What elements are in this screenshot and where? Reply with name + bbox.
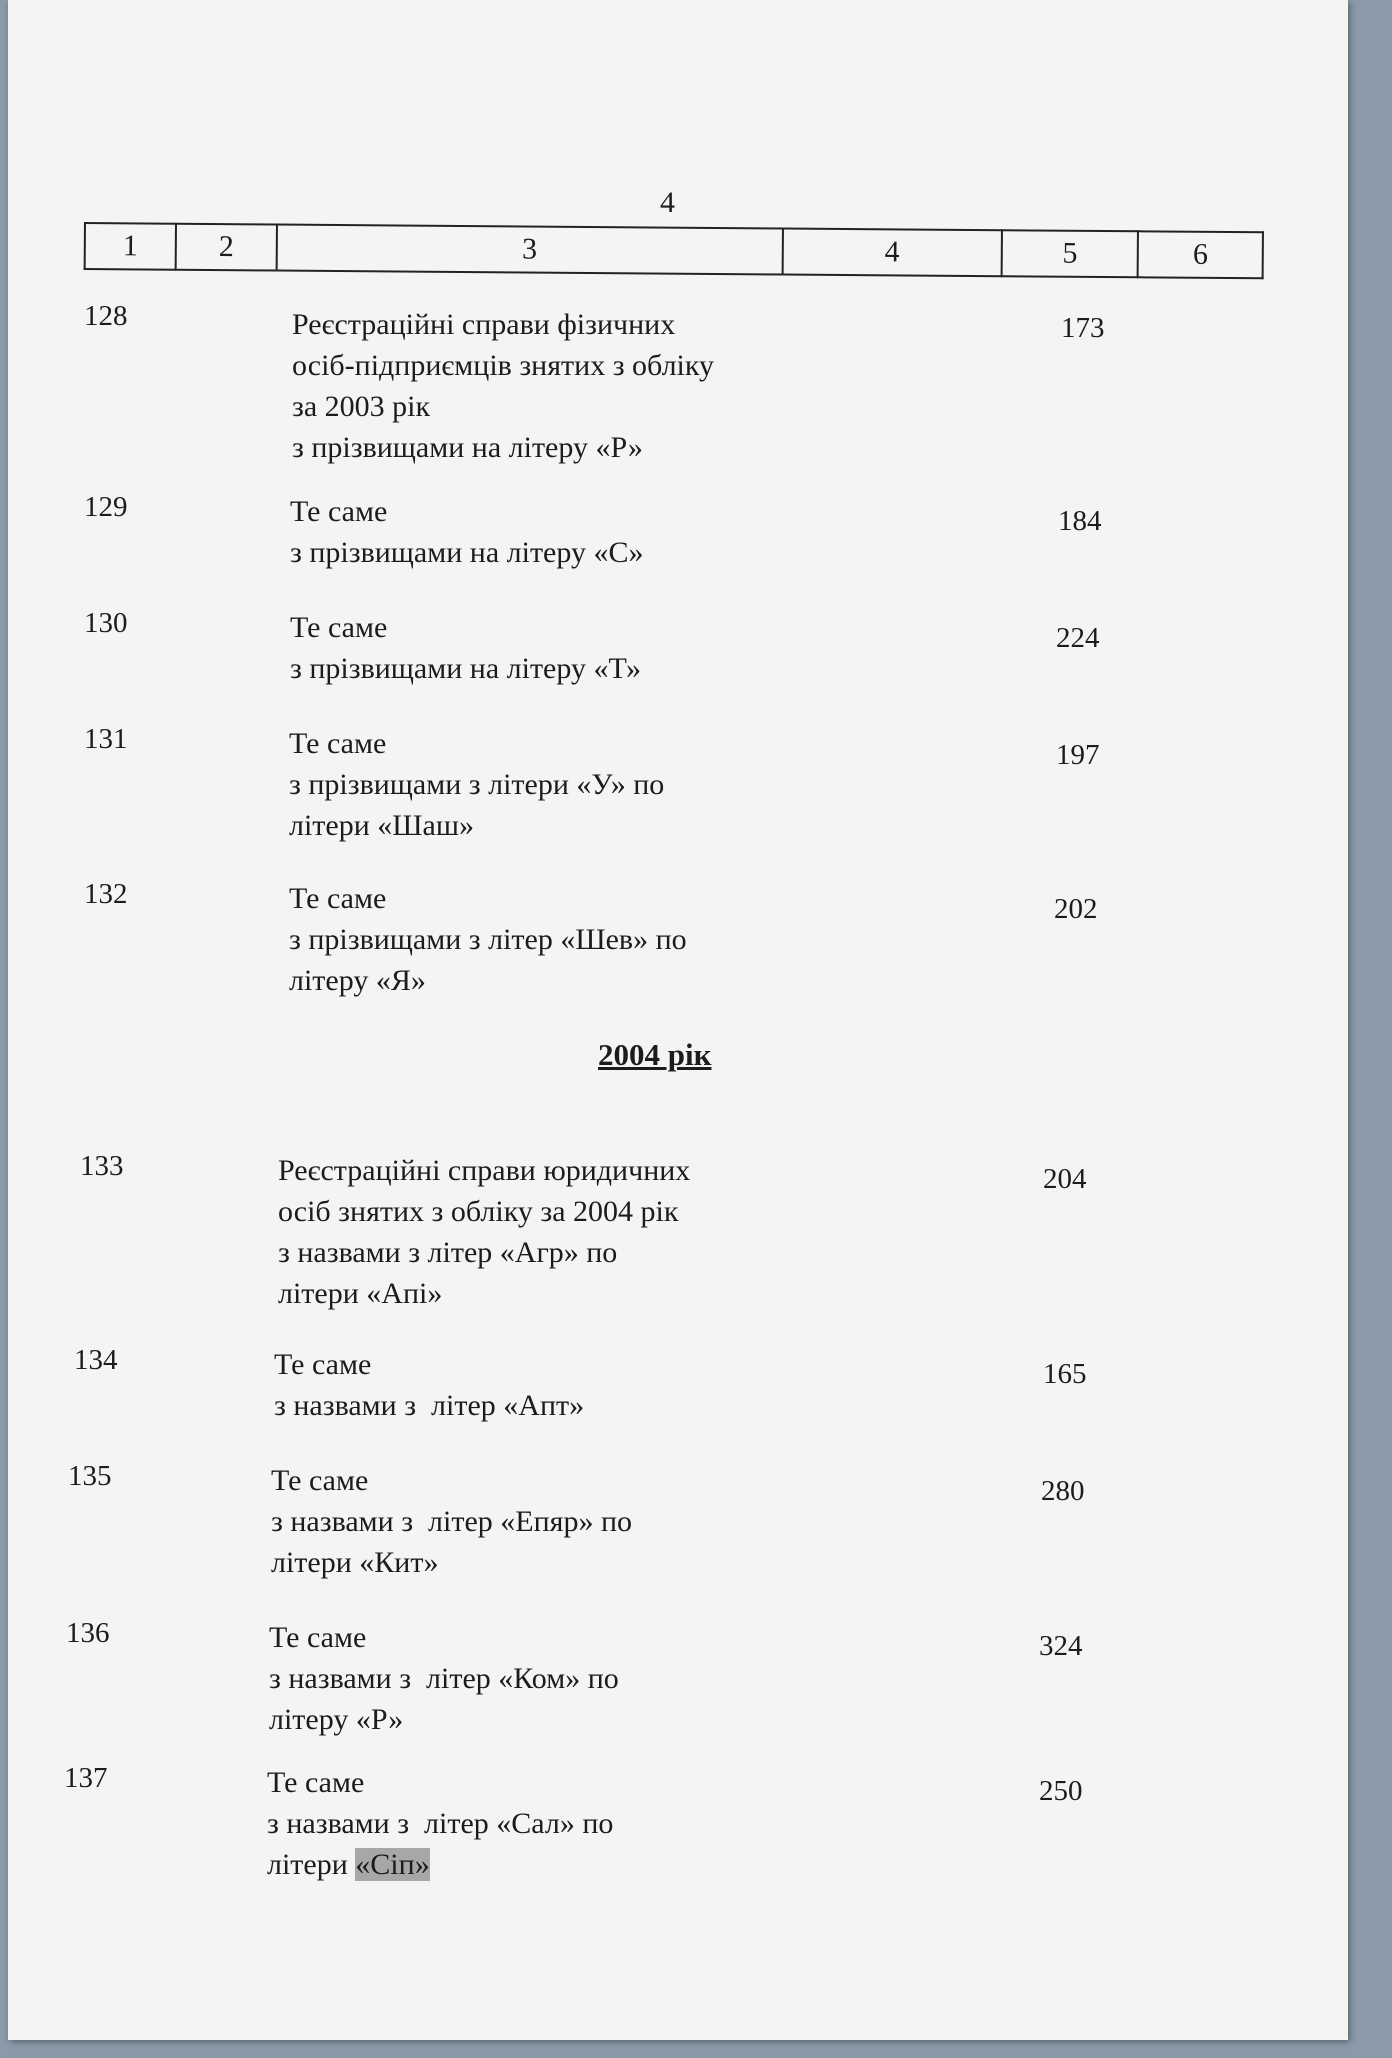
description-line: Те саме xyxy=(267,1766,365,1799)
description-line: з прізвищами на літеру «Т» xyxy=(290,652,642,685)
entry-description xyxy=(290,607,641,689)
entry-sheet-count: 250 xyxy=(1039,1775,1083,1807)
entry-sheet-count: 184 xyxy=(1058,505,1102,537)
column-header-3: 3 xyxy=(277,225,783,275)
entry-number: 128 xyxy=(84,300,128,332)
entry-number: 134 xyxy=(74,1344,118,1376)
entry-sheet-count: 324 xyxy=(1039,1630,1083,1662)
description-line: літери «Кит» xyxy=(271,1546,439,1579)
column-header-4: 4 xyxy=(782,228,1002,276)
column-header-1: 1 xyxy=(85,223,176,270)
description-line: осіб знятих з обліку за 2004 рік xyxy=(278,1195,679,1228)
description-line: Те саме xyxy=(269,1621,367,1654)
page-number: 4 xyxy=(660,186,675,219)
description-line: з прізвищами з літери «У» по xyxy=(289,768,665,801)
entry-number: 130 xyxy=(84,607,128,639)
description-line: літеру «Я» xyxy=(289,964,426,997)
entry-sheet-count: 280 xyxy=(1041,1475,1085,1507)
entry-number: 137 xyxy=(64,1762,108,1794)
entry-number: 132 xyxy=(84,878,128,910)
description-line: осіб-підприємців знятих з обліку xyxy=(292,349,715,382)
description-line: з назвами з літер «Сал» по xyxy=(267,1807,614,1840)
column-header-6: 6 xyxy=(1138,231,1263,278)
description-line: Реєстраційні справи фізичних xyxy=(292,308,676,341)
description-line: Реєстраційні справи юридичних xyxy=(278,1154,691,1187)
entry-description xyxy=(271,1460,632,1583)
description-line: літеру «Р» xyxy=(269,1703,404,1736)
entry-sheet-count: 165 xyxy=(1043,1358,1087,1390)
description-line: літери «Апі» xyxy=(278,1277,443,1310)
description-line: Те саме xyxy=(290,611,388,644)
description-line: Те саме xyxy=(290,495,388,528)
entry-sheet-count: 224 xyxy=(1056,622,1100,654)
description-line: літери «Сіп» xyxy=(267,1848,430,1881)
description-line: Те саме xyxy=(289,727,387,760)
document-page xyxy=(8,0,1348,2040)
column-header-2: 2 xyxy=(176,224,277,271)
entry-description xyxy=(289,878,687,1001)
description-line: за 2003 рік xyxy=(292,390,431,423)
entry-description xyxy=(267,1762,613,1885)
description-line: з назвами з літер «Ком» по xyxy=(269,1662,619,1695)
description-line: з назвами з літер «Епяр» по xyxy=(271,1505,633,1538)
highlighted-text: «Сіп» xyxy=(355,1848,430,1881)
entry-number: 136 xyxy=(66,1617,110,1649)
description-line: Те саме xyxy=(271,1464,369,1497)
entry-number: 133 xyxy=(80,1150,124,1182)
entry-sheet-count: 197 xyxy=(1056,739,1100,771)
entry-number: 129 xyxy=(84,491,128,523)
column-header-5: 5 xyxy=(1002,230,1139,277)
description-line: з прізвищами на літеру «Р» xyxy=(292,431,643,464)
entry-sheet-count: 173 xyxy=(1061,312,1105,344)
entry-sheet-count: 204 xyxy=(1043,1163,1087,1195)
entry-description xyxy=(292,304,714,468)
description-line: Те саме xyxy=(289,882,387,915)
entry-description xyxy=(274,1344,584,1426)
description-line: з прізвищами на літеру «С» xyxy=(290,536,644,569)
entry-sheet-count: 202 xyxy=(1054,893,1098,925)
description-line: Те саме xyxy=(274,1348,372,1381)
year-heading: 2004 рік xyxy=(598,1037,712,1072)
description-line: літери «Шаш» xyxy=(289,809,474,842)
entry-number: 131 xyxy=(84,723,128,755)
column-header-table xyxy=(84,222,1264,279)
entry-description xyxy=(269,1617,619,1740)
description-line: з назвами з літер «Агр» по xyxy=(278,1236,618,1269)
description-line: з прізвищами з літер «Шев» по xyxy=(289,923,687,956)
entry-description xyxy=(290,491,643,573)
entry-description xyxy=(278,1150,690,1314)
description-line: з назвами з літер «Апт» xyxy=(274,1389,585,1422)
entry-description xyxy=(289,723,664,846)
entry-number: 135 xyxy=(68,1460,112,1492)
